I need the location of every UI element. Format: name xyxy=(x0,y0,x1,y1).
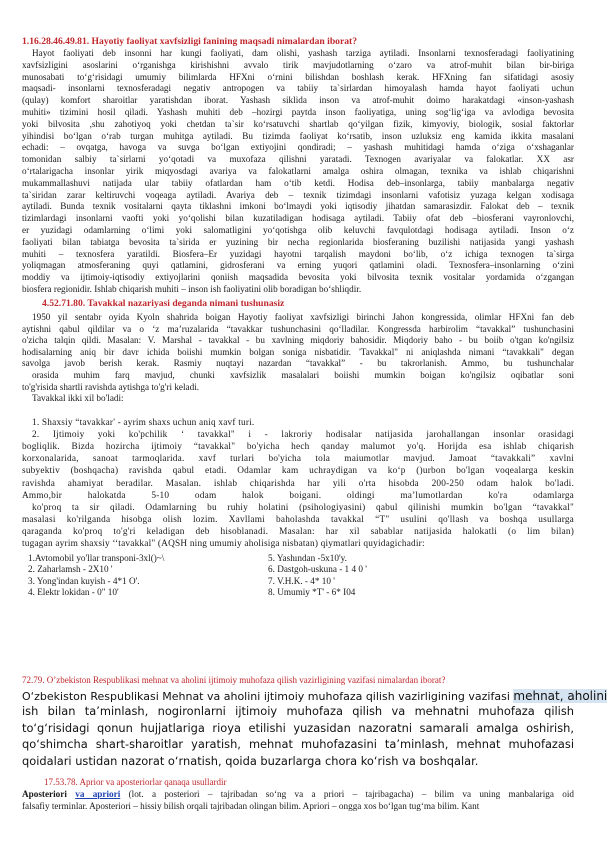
text-line: aytiladi. Bunda texnik vositalarni qayta tiklashni imkoni bo‘lmaydi yoki iqtisodiy jihatdan samarasizdir. Falokat deb – texnik xyxy=(22,201,574,212)
text-line: xavfsizligini asoslarini o‘rganishga kirishishni avvalo tirik mavjudotlarning o‘zaro va atrof-muhit bilan bir-biriga xyxy=(22,59,574,70)
text-line: qo‘shimcha shart-sharoitlar yaratish, mehnat muhofazasini ta’minlash, mehnat muhofazasi xyxy=(22,737,574,752)
text-line: qoidalari ustidan nazorat o‘rnatish, qoida buzarlarga chora ko‘rish va boshqalar. xyxy=(22,753,479,768)
text-line: to'g'risida shartli ravishda aytishga to'g'ri keladi. xyxy=(22,381,200,392)
question-heading-2: 4.52.71.80. Tavakkal nazariyasi deganda nimani tushunasiz xyxy=(42,298,285,309)
text-line: tomonidan salbiy ta`sirlarni yo‘qotadi va muxofaza qilishni yaratadi. Texnogen avariyalar va falokatlar. XX asr xyxy=(22,154,574,165)
text-line: qaraganda ko'proq to'g'ri keladigan deb hisoblanadi. Masalan: har xil sabablar natijasida halokatli (o lim bilan) xyxy=(22,526,574,537)
text-line: yoki bilvosita ,shu zahotiyoq yoki chetdan ta`sir ko‘rsatuvchi shartlab qo‘yilgan fizik, kimyoviy, biologik, sosial faktorlar xyxy=(22,118,574,129)
text-line: 1950 yil sentabr oyida Kyoln shahrida boigan Hayotiy faoliyat xavfsizligi birinchi Jahon kongressida, olimlar HFXni fan deb xyxy=(32,312,574,322)
risk-table-cell: 5. Yashından -5x10'y. xyxy=(268,553,347,563)
aposteriori-line-2: falsafiy terminlar. Aposteriori – hissiy bilish orqali tajribadan olingan bilim. Apriori – ongga xos bo‘lgan tug‘ma bilim. Kant xyxy=(22,801,480,811)
answer-first-highlight: mehnat, aholini xyxy=(513,689,607,703)
aposteriori-definition: (lot. a posteriori – tajribadan so‘ng va a priori – tajribagacha) – bilim va uning manbalariga oid xyxy=(128,789,575,799)
text-line: orasida muhim farq mavjud, chunki xavfsizlik masalalari boiishi mumkin boigan ko'ngilsiz oqibatlar soni xyxy=(32,370,574,380)
text-line: moddiy va ijtimoiy-iqtisodiy extiyojlarini qoniish maqsadida bevosita yoki bilvosita texnik vositalar yordamida o‘zgangan xyxy=(22,272,574,283)
text-line: hodisalarning aniq bir davr ichida boiishi mumkin bolgan soniga nisbatidir. 'Tavakkal" ni aniqlashda nimani “tavakkali" degan xyxy=(22,346,574,357)
text-line: faoliyati bilan tabiatga bevosita ta`sirida er yuzining bir necha regionlarida biosferaning buzilishi natijasida yangi yashash xyxy=(22,236,574,247)
text-line: tugagan ayrim shaxsiy ‘‘tavakkal" (AQSH ning umumiy aholisiga nisbatan) qiymatlari quyidagichadir: xyxy=(22,539,425,549)
risk-table-cell: 6. Dastgoh-uskuna - 1 4 0 ' xyxy=(268,564,367,575)
text-line: munosabati to‘g‘risidagi umumiy bilimlarda HFXni o‘rnini bilishdan boshlash kerak. HFXning fan sifatidagi asosiy xyxy=(22,71,574,82)
text-line: masalasi ko'rilganda hisobga olish lozim. Xavllami baholashda tavakkal “T" usulini qo'llash va boshqa usullarga xyxy=(22,514,574,525)
text-line: subyektiv (boshqacha) ravishda qabul etadi. Odamlar kam uchraydigan va ko‘p ()urbon bo'lgan voqealarga keskin xyxy=(22,466,574,477)
risk-table-cell: 1.Avtomobil yo'llar transponi-3xl()~\ xyxy=(28,553,165,563)
text-line: korxonalarida, sanoat tarmoqlarida. xavf turlari bo'yicha tola maiumotlar mavjud. Jamoat “tavakkali” xavlni xyxy=(22,454,574,465)
aposteriori-line-1 xyxy=(22,788,574,800)
question-heading-3: 72.79. O’zbekiston Respublikasi mehnat va aholini ijtimoiy muhofaza qilish vazirligining vazifasi nimalardan iborat? xyxy=(22,675,446,685)
aposteriori-term: Aposteriori xyxy=(22,789,67,799)
text-line: Tavakkal ikki xil bo'ladi: xyxy=(32,393,124,404)
text-line: er yuzidagi odamlarning o‘limi yoki salomatligini yo‘qotishga olib keluvchi favqulotdagi hodisaga aytiladi. Inson o‘z xyxy=(22,225,574,235)
text-line: o‘rtalarigacha insonlar yirik miqyosdagi avariya va falokatlarni amalga oshira olmagan, texnika va ishlab chiqarishni xyxy=(22,166,574,176)
risk-table-cell: 4. Elektr lokidan - 0" 10' xyxy=(28,587,119,598)
text-line: muhiti – texnosfera yaratildi. Biosfera–Er yuzidagi hayotni tarqalish maydoni bo‘lib, o‘z ichiga texnogen ta`sirga xyxy=(22,248,574,259)
text-line: to‘g‘risidagi qonun hujjatlariga rioya etilishi yuzasidan nazoratni samarali amalga oshirish, xyxy=(22,720,574,735)
text-line: 2. Ijtimoiy yoki ko'pchilik ‘ tavakkal" i - lakroriy hodisalar natijasida jarohallangan insonlar orasidagi xyxy=(32,430,574,441)
text-line: mukammallashuvi natijada ular tabiiy ofatlardan ham o‘tib ketdi. Hodisa deb–insonlarga, tabiiy manbalarga negativ xyxy=(22,177,574,188)
answer-first-text: O‘zbekiston Respublikasi Mehnat va aholini ijtimoiy muhofaza qilish vazirligining vazifasi xyxy=(22,690,510,703)
text-line: biosfera regionidir. Ishlab chiqarish muhiti – inson ish faoliyatini olib boradigan bo‘shliqdir. xyxy=(22,284,362,294)
text-line: ish bilan ta’minlash, nogironlarni ijtimoiy muhofaza qilish va mehnatni muhofaza qilish xyxy=(22,704,574,718)
text-line: ravishda ahamiyat beradilar. Masalan. ishlab chiqarishda har yili o'rta hisobda 200-250 odam halok bo'ladi. xyxy=(22,478,574,489)
text-line: aytishni qabul qildilar va o ‘z ma’ruzalarida “tavakkar tushunchasini qo‘lladilar. Kongressda harbirolim “tavakkal” tushunchasini xyxy=(22,323,574,334)
text-line: tizimlardagi insonlarni vaofti yoki yo‘qolishi bilan kuzatiladigan hodisaga aytiladi. Tabiiy ofat deb –biosferani vayronlovchi, xyxy=(22,213,574,224)
text-line: (qulay) komfort sharoitlar yaratishdan iborat. Yashash siklida inson va atrof-muhit doimo harakatdagi «inson-yashash xyxy=(22,95,574,106)
risk-table-cell: 3. Yong'indan kuyish - 4*1 O'. xyxy=(28,575,140,586)
apriori-link[interactable]: va apriori xyxy=(75,789,121,799)
text-line: ko'proq ta sir qiladi. Odamlarning bu ruhiy holatini (psihologiyasini) qabul qilinishi mumkin bo'lgan “tavakkal" xyxy=(32,502,574,513)
text-line: maqsadi- insonlarni texnosferadagi negativ antropogen va tabiiy ta`sirlardan himoyalash hamda hayot faoliyati uchun xyxy=(22,83,574,94)
text-line: savolga javob berish kerak. Rasmiy nuqtayi nazardan “tavakkal” - bu takrorlanish. Ammo, bu tushunchalar xyxy=(22,358,574,369)
text-line: o'zicha talqin qildi. Masalan: V. Marshal - tavakkal - bu xavlning miqdoriy bahosidir. Miqdoriy baho - bu boiib o'tgan ko'ngilsiz xyxy=(22,335,574,346)
text-line: Hayot faoliyati deb insonni har kungi faoliyati, dam olishi, yashash tarziga aytiladi. Insonlarni texnosferadagi faoliyatining xyxy=(32,48,574,58)
risk-table-cell: 7. V.H.K. - 4* 10 ' xyxy=(268,575,335,586)
question-heading-4: 17.53.78. Aprior va aposteriorlar qanaqa usullardir xyxy=(44,777,227,787)
text-line: bogliqlik. Bizda hozircha ijtimoiy “tavakkal" bo'yicha hech qanday malumot yo'q. Horijda esa ishlab chiqarish xyxy=(22,442,574,453)
risk-table-cell: 8. Umumiy *T' - 6* I04 xyxy=(268,587,356,598)
text-line: yihindisi bo‘lgan o‘rab turgan muhitga aytiladi. Bu tizimda faoliyat ko‘rsatib, inson uzluksiz eng kamida ikkita masalani xyxy=(22,130,574,141)
text-line: muhiti» tizimini hosil qiladi. Yashash muhiti deb –hozirgi paytda inson faoliyatiga, uning sog‘lig‘iga va avlodiga bevosita xyxy=(22,107,574,117)
text-line: 1. Shaxsiy “tavakkar' - ayrim shaxs uchun aniq xavf turi. xyxy=(32,418,255,428)
text-line: echadi: – ovqatga, havoga va suvga bo‘lgan extiyojini qondiradi; – yashash muhitidagi hamda o‘ziga o‘xshaganlar xyxy=(22,142,574,153)
text-line: ta`siridan zarar keltiruvchi voqeaga aytiladi. Avariya deb – texnik tizimdagi insonlarni vafotisiz yuzaga kelgan xodisaga xyxy=(22,189,574,200)
text-line: yoliqmagan atmosferaning quyi qatlamini, gidrosferani va erning yuqori qatlamini oladi. Texnosfera–insonlarning o‘zini xyxy=(22,260,574,271)
risk-table-cell: 2. Zaharlamsh - 2X10 ' xyxy=(28,564,113,575)
text-line: Ammo,bir halokatda 5-10 odam halok boigani. oldingi ma’lumotlardan ko'ra odamlarga xyxy=(22,490,574,501)
question-heading-1: 1.16.28.46.49.81. Hayotiy faoliyat xavfsizligi fanining maqsadi nimalardan iborat? xyxy=(22,36,358,47)
